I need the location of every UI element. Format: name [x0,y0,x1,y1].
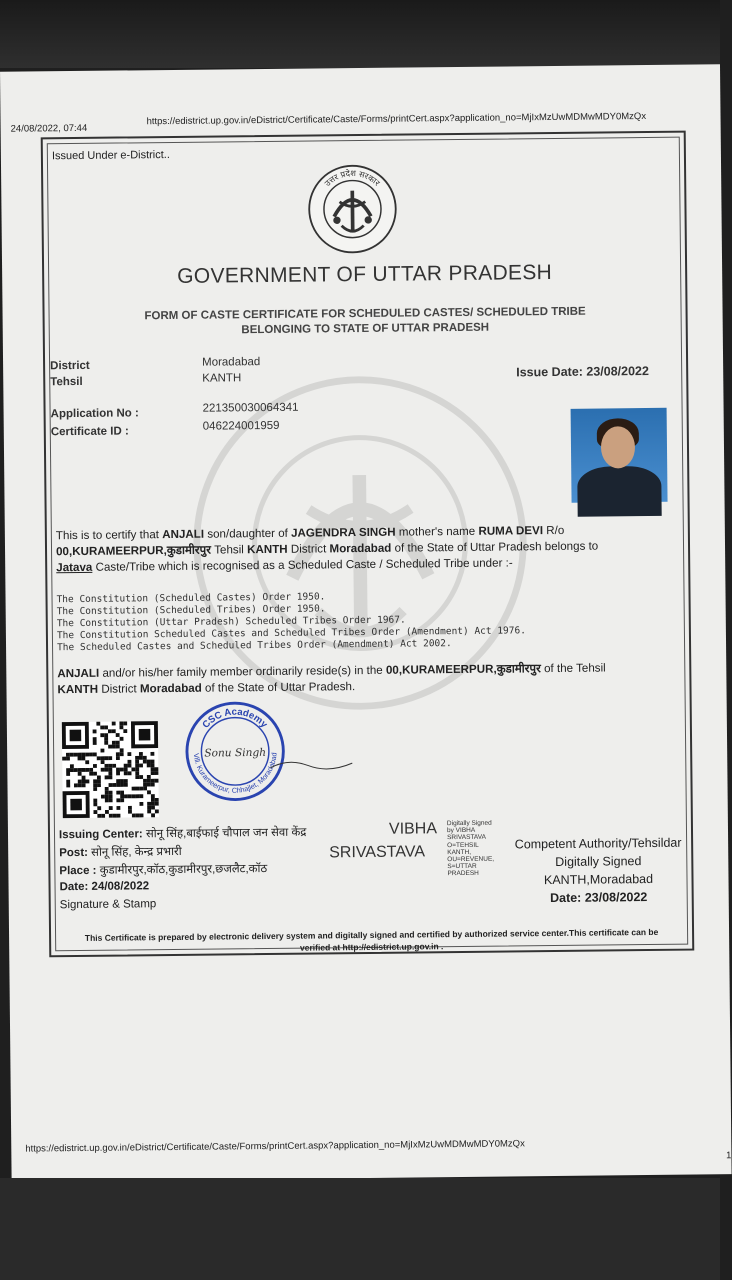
constitution-order: The Constitution (Scheduled Castes) Order 1950. [56,591,326,606]
qr-code-icon [62,721,159,818]
print-url: https://edistrict.up.gov.in/eDistrict/Certificate/Caste/Forms/printCert.aspx?application_no=MjIxMzUwMDMwMDY0MzQx [146,111,647,128]
district-value: Moradabad [202,356,261,369]
place-label: Place : [59,864,97,878]
signature-stroke [268,753,354,774]
stamp-top-text: CSC Academy [200,706,270,731]
signer-first-name: VIBHA [388,820,438,838]
print-timestamp: 24/08/2022, 07:44 [10,122,88,135]
mother-name: RUMA DEVI [478,524,544,538]
date-value: 24/08/2022 [88,880,150,893]
digital-sign-line: PRADESH [447,869,479,878]
post-label: Post: [59,846,89,860]
certificate-id-value: 046224001959 [202,419,280,433]
print-header [10,110,711,135]
form-title-line2: BELONGING TO STATE OF UTTAR PRADESH [241,321,490,337]
body-text: This is to certify that [55,528,163,543]
body-text: mother's name [395,524,479,539]
signer-last-name: SRIVASTAVA [329,843,426,862]
applicant-name: ANJALI [162,527,205,542]
applicant-address: 00,KURAMEERPUR,कुडामीरपुर [385,662,541,677]
signature-stamp-label: Signature & Stamp [59,898,157,912]
digital-sign-info [447,820,492,841]
competent-authority [503,836,694,906]
background-bottom [0,1178,720,1280]
application-label: Application No : [50,407,139,421]
applicant-district: Moradabad [139,681,202,696]
stamp-signature: Sonu Singh [204,746,267,760]
body-text: of the State of Uttar Pradesh. [201,680,356,695]
body-text: of the Tehsil [540,661,606,676]
date-label: Date: [59,880,89,894]
applicant-district: Moradabad [329,541,392,556]
issuing-center-value: सोनू सिंह,बाईफाई चौपाल जन सेवा केंद्र [142,826,307,841]
applicant-photo [571,408,668,503]
body-text: Caste/Tribe which is recognised as a Scheduled Caste / Scheduled Tribe under :- [92,556,513,574]
up-government-emblem-icon [306,163,399,256]
body-text: R/o [542,523,565,538]
authority-date: Date: 23/08/2022 [549,890,648,906]
digital-sign-line: OU=REVENUE, [447,855,495,864]
tehsil-value: KANTH [202,372,242,385]
issuing-place [59,861,267,878]
certificate-frame [41,131,695,958]
emblem-text: उत्तर प्रदेश सरकार [322,167,383,189]
issued-under-text: Issued Under e-District.. [51,148,170,163]
certificate-inner-border [47,137,688,952]
digital-sign-line: SRIVASTAVA [447,833,486,842]
digital-sign-line: S=UTTAR [447,862,477,871]
certification-paragraph [56,522,673,576]
constitution-order: The Constitution (Scheduled Tribes) Order 1950. [56,603,326,618]
applicant-tehsil: KANTH [246,542,288,557]
applicant-name: ANJALI [57,666,100,681]
government-title: GOVERNMENT OF UTTAR PRADESH [177,261,553,288]
issuing-date [59,880,149,893]
issuing-post [59,844,182,860]
district-label: District [50,359,90,373]
constitution-order: The Scheduled Castes and Scheduled Tribes Order (Amendment) Act 2002. [56,638,452,654]
issuing-center-label: Issuing Center: [58,828,143,842]
body-text: and/or his/her family member ordinarily reside(s) in the [99,663,386,680]
body-text: Tehsil [210,543,248,557]
digital-sign-line: by VIBHA [446,826,476,835]
digital-sign-line: KANTH, [447,848,472,857]
constitution-order: The Constitution (Uttar Pradesh) Scheduled Tribes Order 1967. [56,614,406,630]
photo-body [577,466,662,517]
body-text: District [287,542,330,556]
post-value: सोनू सिंह, केन्द्र प्रभारी [87,845,182,859]
issue-date: Issue Date: 23/08/2022 [516,363,649,380]
body-text: of the State of Uttar Pradesh belongs to [391,539,599,555]
constitution-orders-list [56,589,526,654]
constitution-order: The Constitution Scheduled Castes and Scheduled Tribes Order (Amendment) Act 1976. [56,625,526,642]
applicant-tehsil: KANTH [57,682,99,697]
footnote-line2: verified at http://edistrict.up.gov.in . [299,941,444,953]
page-number: 1 [726,1150,732,1162]
body-text: District [98,682,141,696]
digital-sign-org [447,842,494,877]
print-footer-url: https://edistrict.up.gov.in/eDistrict/Certificate/Caste/Forms/printCert.aspx?application_no=MjIxMzUwMDMwMDY0MzQx [25,1138,525,1155]
stamp-bottom-text: Vill. Kurameerpur, Chhajlet, Moradabad [191,752,279,795]
footnote-line1: This Certificate is prepared by electronic delivery system and digitally signed and certified by authorized service center.This certificate can be [84,926,659,943]
photo-face [601,426,635,468]
authority-place: KANTH,Moradabad [543,871,654,888]
printed-page [0,64,732,1181]
caste-name: Jatava [56,560,93,575]
body-text: son/daughter of [203,526,292,541]
authority-title: Competent Authority/Tehsildar [514,835,682,852]
place-value: कुडामीरपुर,कॉठ,कुडामीरपुर,छजलैट,कॉठ [96,863,268,877]
certificate-id-label: Certificate ID : [50,425,129,439]
issuing-center [59,825,307,843]
digital-sign-line: Digitally Signed [446,819,492,828]
form-title-line1: FORM OF CASTE CERTIFICATE FOR SCHEDULED CASTES/ SCHEDULED TRIBE [144,305,586,323]
authority-signed: Digitally Signed [555,854,642,869]
csc-stamp-icon [182,698,289,805]
residence-paragraph [57,660,674,698]
digital-sign-line: O=TEHSIL [447,841,479,850]
father-name: JAGENDRA SINGH [291,525,396,540]
application-value: 221350030064341 [202,401,299,415]
applicant-address: 00,KURAMEERPUR,कुडामीरपुर [55,543,212,559]
certificate-footnote [56,926,687,957]
tehsil-label: Tehsil [50,375,83,389]
form-title [90,304,641,340]
background-top [0,0,720,68]
